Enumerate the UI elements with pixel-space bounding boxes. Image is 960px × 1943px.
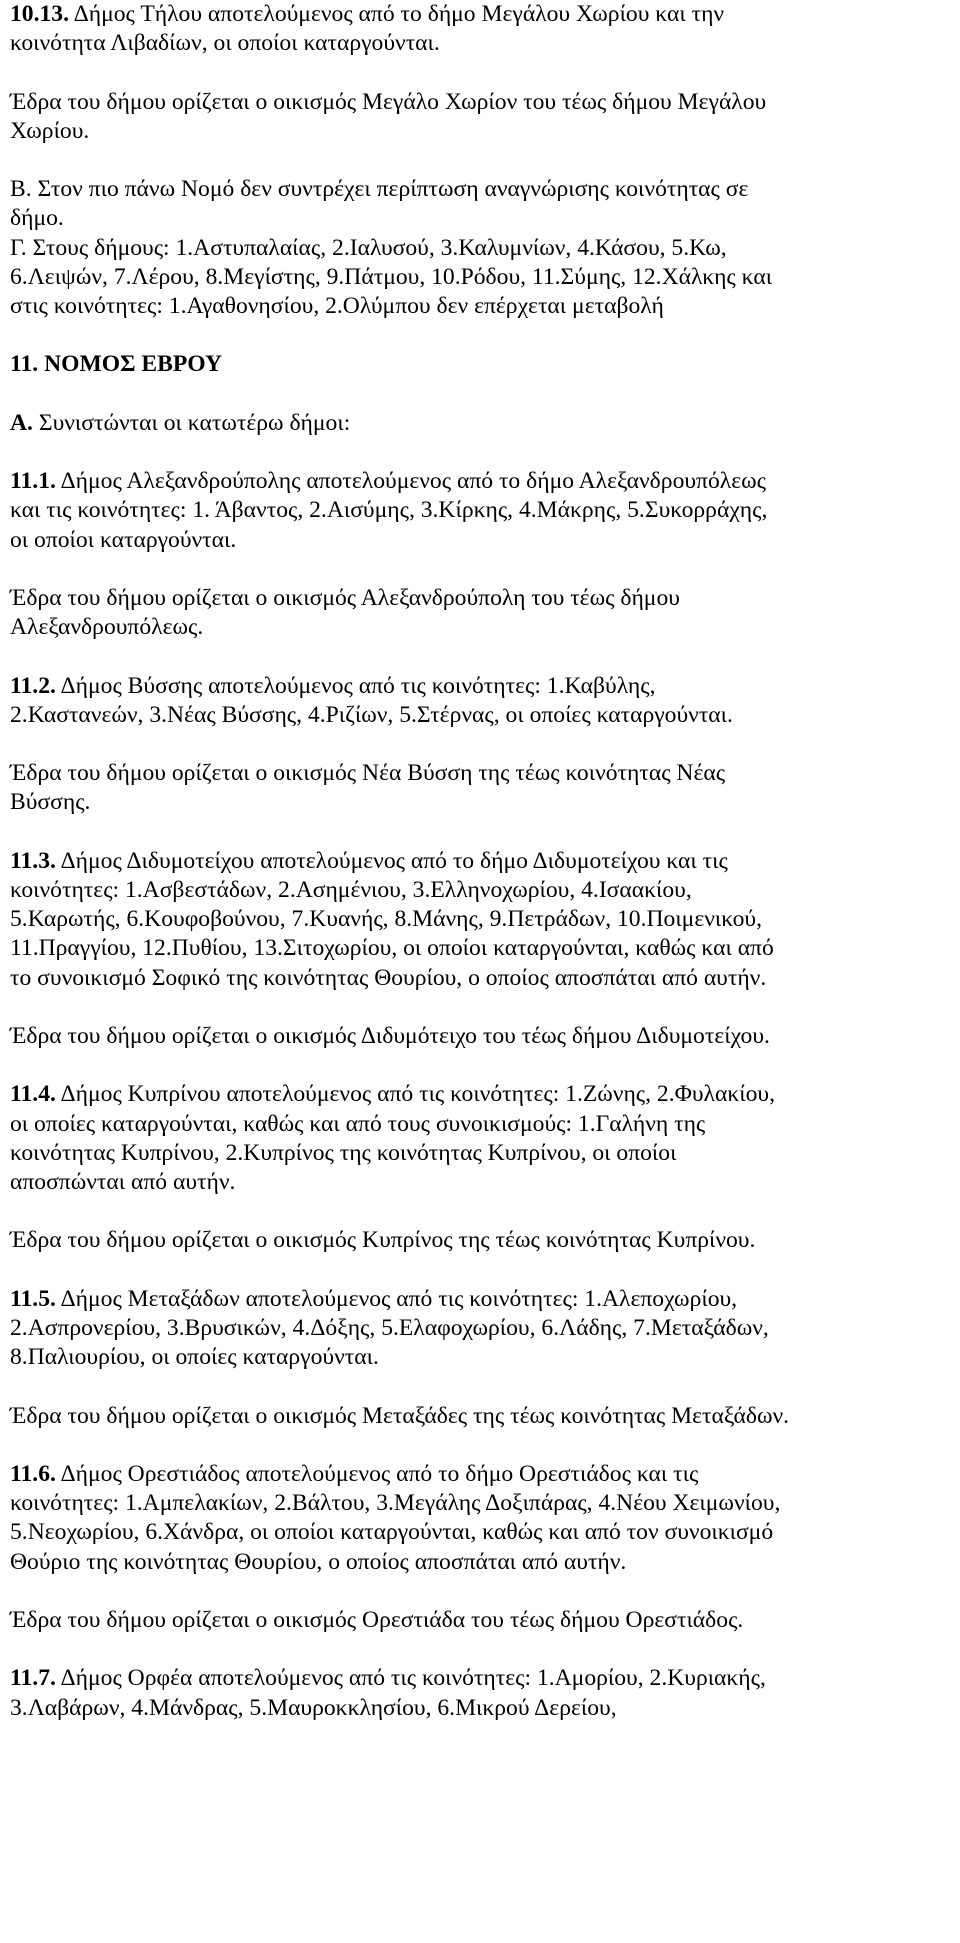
paragraph-text: Δήμος Ορεστιάδος αποτελούμενος από το δήμο Ορεστιάδος και τις κοινότητες: 1.Αμπελακίων, 2.Βάλτου, 3.Μεγάλης Δοξιπάρας, 4.Νέου Χειμωνίου, 5.Νεοχωρίου, 6.Χάνδρα, οι οποίοι καταργούνται, καθώς και από τον συνοικισμό Θούριο της κοινότητας Θουρίου, ο οποίος αποσπάται από αυτήν. (10, 1460, 781, 1575)
paragraph-11-2 (10, 672, 955, 730)
section-heading: 11. ΝΟΜΟΣ ΕΒΡΟΥ (10, 351, 223, 378)
paragraph-text: Έδρα του δήμου ορίζεται ο οικισμός Αλεξανδρούπολη του τέως δήμου Αλεξανδρουπόλεως. (10, 584, 680, 641)
paragraph-11-6 (10, 1460, 955, 1577)
paragraph-text: Δήμος Αλεξανδρούπολης αποτελούμενος από το δήμο Αλεξανδρουπόλεως και τις κοινότητες: 1. Άβαντος, 2.Αισύμης, 3.Κίρκης, 4.Μάκρης, 5.Συκορράχης, οι οποίοι καταργούνται. (10, 468, 768, 553)
paragraph-text: Δήμος Τήλου αποτελούμενος από το δήμο Μεγάλου Χωρίου και την κοινότητα Λιβαδίων, οι οποίοι καταργούνται. (10, 1, 725, 57)
section-heading-evros (10, 350, 955, 379)
section-number: 10.13. (10, 1, 69, 27)
paragraph-11-3 (10, 847, 955, 993)
section-number: 11.2. (10, 672, 56, 699)
paragraph-text: Δήμος Ορφέα αποτελούμενος από τις κοινότητες: 1.Αμορίου, 2.Κυριακής, 3.Λαβάρων, 4.Μάνδρας, 5.Μαυροκκλησίου, 6.Μικρού Δερείου, (10, 1665, 766, 1721)
seat-paragraph-vyssi (10, 759, 955, 817)
seat-paragraph-alexandroupoli (10, 584, 955, 642)
paragraph-b-g (10, 175, 955, 321)
paragraph-11-7 (10, 1664, 955, 1722)
paragraph-text: Δήμος Βύσσης αποτελούμενος από τις κοινότητες: 1.Καβύλης, 2.Καστανεών, 3.Νέας Βύσσης, 4.Ριζίων, 5.Στέρνας, οι οποίες καταργούνται. (10, 672, 733, 728)
seat-paragraph-kyprinos (10, 1226, 955, 1255)
seat-paragraph-metaxades (10, 1402, 955, 1431)
paragraph-11-4 (10, 1080, 955, 1197)
section-number: 11.6. (10, 1460, 56, 1487)
paragraph-text: Έδρα του δήμου ορίζεται ο οικισμός Διδυμότειχο του τέως δήμου Διδυμοτείχου. (10, 1022, 770, 1049)
seat-paragraph-tilos (10, 88, 955, 146)
paragraph-text: Β. Στον πιο πάνω Νομό δεν συντρέχει περίπτωση αναγνώρισης κοινότητας σε δήμο. Γ. Στους δήμους: 1.Αστυπαλαίας, 2.Ιαλυσού, 3.Καλυμνίων, 4.Κάσου, 5.Κω, 6.Λειψών, 7.Λέρου, 8.Μεγίστης, 9.Πάτμου, 10.Ρόδου, 11.Σύμης, 12.Χάλκης και στις κοινότητες: 1.Αγαθονησίου, 2.Ολύμπου δεν επέρχεται μεταβολή (10, 176, 773, 319)
paragraph-text: Δήμος Διδυμοτείχου αποτελούμενος από το δήμο Διδυμοτείχου και τις κοινότητες: 1.Ασβεστάδων, 2.Ασημένιου, 3.Ελληνοχωρίου, 4.Ισαακίου, 5.Καρωτής, 6.Κουφοβούνου, 7.Κυανής, 8.Μάνης, 9.Πετράδων, 10.Ποιμενικού, 11.Πραγγίου, 12.Πυθίου, 13.Σιτοχωρίου, οι οποίοι καταργούνται, καθώς και από το συνοικισμό Σοφικό της κοινότητας Θουρίου, ο οποίος αποσπάται από αυτήν. (10, 847, 774, 991)
section-number: 11.1. (10, 468, 56, 495)
paragraph-10-13 (10, 0, 955, 58)
paragraph-text: Έδρα του δήμου ορίζεται ο οικισμός Μεγάλο Χωρίον του τέως δήμου Μεγάλου Χωρίου. (10, 88, 767, 144)
paragraph-text: Έδρα του δήμου ορίζεται ο οικισμός Κυπρίνος της τέως κοινότητας Κυπρίνου. (10, 1227, 756, 1254)
paragraph-text: Έδρα του δήμου ορίζεται ο οικισμός Νέα Βύσση της τέως κοινότητας Νέας Βύσσης. (10, 760, 726, 816)
paragraph-text: Έδρα του δήμου ορίζεται ο οικισμός Μεταξάδες της τέως κοινότητας Μεταξάδων. (10, 1402, 790, 1429)
section-number: 11.7. (10, 1665, 56, 1692)
paragraph-text: Δήμος Μεταξάδων αποτελούμενος από τις κοινότητες: 1.Αλεποχωρίου, 2.Ασπρονερίου, 3.Βρυσικών, 4.Δόξης, 5.Ελαφοχωρίου, 6.Λάδης, 7.Μεταξάδων, 8.Παλιουρίου, οι οποίες καταργούνται. (10, 1285, 769, 1371)
paragraph-11-1 (10, 467, 955, 555)
seat-paragraph-orestiada (10, 1606, 955, 1635)
document-page (10, 0, 955, 1723)
paragraph-text: Συνιστώνται οι κατωτέρω δήμοι: (32, 409, 351, 436)
seat-paragraph-didymoteicho (10, 1022, 955, 1051)
paragraph-11-5 (10, 1285, 955, 1373)
paragraph-text: Δήμος Κυπρίνου αποτελούμενος από τις κοινότητες: 1.Ζώνης, 2.Φυλακίου, οι οποίες καταργούνται, καθώς και από τους συνοικισμούς: 1.Γαλήνη της κοινότητας Κυπρίνου, 2.Κυπρίνος της κοινότητας Κυπρίνου, οι οποίοι αποσπώνται από αυτήν. (10, 1081, 775, 1195)
paragraph-a (10, 409, 955, 438)
section-number: 11.3. (10, 847, 56, 874)
paragraph-text: Έδρα του δήμου ορίζεται ο οικισμός Ορεστιάδα του τέως δήμου Ορεστιάδος. (10, 1606, 744, 1633)
section-number: 11.5. (10, 1285, 56, 1312)
section-number: 11.4. (10, 1081, 56, 1108)
section-letter: Α. (10, 409, 33, 436)
